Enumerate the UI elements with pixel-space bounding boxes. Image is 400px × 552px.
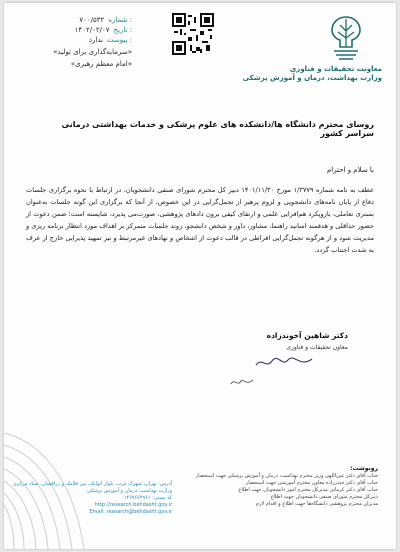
signature-scribble-icon [254, 355, 314, 371]
letter-page [4, 3, 396, 549]
footer-email[interactable]: Email: research@behdasht.gov.ir [89, 509, 172, 515]
org-line-1: معاونت تحقیقات و فناوری [289, 65, 382, 73]
letterhead [4, 3, 396, 83]
letter-date-row [12, 25, 132, 35]
letter-attachment-label: پیوست : [106, 36, 132, 44]
letter-greeting: با سلام و احترام [326, 166, 374, 174]
signatory-name: دکتر شاهین آخوندزاده [266, 331, 348, 340]
letter-attachment-value: ندارد [88, 36, 103, 44]
cc-line-3: جناب آقای دکتر کرمانی مدیرکل محترم امور دانشجویان جهت اطلاع [238, 487, 378, 493]
organization-name [222, 65, 382, 83]
org-line-2: وزارت بهداشت، درمان و آموزش پزشکی [242, 74, 382, 82]
letter-date-label: تاریخ : [113, 26, 132, 34]
footer-website[interactable]: http://research.behdasht.gov.ir [94, 502, 172, 508]
letter-number-label: شماره : [108, 16, 132, 24]
letter-footer [12, 481, 172, 516]
cc-line-4: دبیرکل محترم شورای صنفی دانشجویان جهت اطلاع [270, 494, 378, 500]
qr-code-icon [172, 13, 214, 55]
letter-attachment-row [12, 35, 132, 45]
cc-line-1: جناب آقای دکتر عین‌اللهی وزیر محترم بهداشت، درمان و آموزش پزشکی جهت استحضار [195, 473, 378, 479]
cc-list [158, 473, 378, 508]
signatory-role: معاون تحقیقات و فناوری [286, 344, 348, 351]
letter-number-value: ۷۰۰/۵۳۲ [79, 16, 105, 24]
ministry-logo-icon [322, 13, 370, 63]
letter-addressee: روسای محترم دانشگاه ها/دانشکده های علوم پزشکی و خدمات بهداشتی درمانی سراسر کشور [61, 120, 374, 138]
letter-body: عطف به نامه شماره ۱/۳۷۷۹ مورخ ۱۴۰۱/۱۱/۳۰ دبیر کل محترم شورای صنفی دانشجویان، در ارتباط با نحوه برگزاری جلسات دفاع از پایان نامه‌های دانشجویی و لزوم پرهیز از تجمل‌گرایی در این خصوص، از آنجا که برگزاری این گونه جلسات به‌عنوان بستری تعاملی، بازوپکرد هم‌افزایی علمی و ارتقای کیفی برون دادهای پژوهشی، صورت‌می پذیرد، شایسته است؛ ضمن دعوت از حضور حداقلی و هدفمند اساتید راهنما، مشاور، داور و شخص دانشجو، روند جلسات متمرکز بر اهداف مورد انتظار برنامه ریزی و مدیریت شود و از هرگونه تجمل‌گرایی افراطی در قالب دعوت از اشخاص و نهادهای غیرمرتبط و نیز تمهید پذیرایی خارج از عرف به شدت اجتناب گردد. [26, 186, 374, 254]
decorative-curves-icon [4, 403, 124, 549]
signature-block [267, 331, 348, 351]
footer-address: آدرس: تهران، شهرک غرب، بلوار ایوانک، بین فلامک و زرافشان، ستاد مرکزی وزارت بهداشت، درمان و آموزش پزشکی [13, 481, 172, 494]
cc-line-2: جناب آقای دکتر حیدرزاده معاون محترم آموزشی جهت استحضار [245, 480, 378, 486]
handwritten-initial-icon [228, 375, 256, 389]
letter-date-value: ۱۴۰۲/۰۲/۰۷ [74, 26, 110, 34]
footer-postal: کد پستی: ۱۴۶۷۶۶۴۹۶۱ [123, 495, 172, 501]
letter-number-row [12, 15, 132, 25]
cc-label: رونوشت: [350, 465, 378, 472]
motto-line-2: «امام معظم رهبری» [70, 60, 132, 68]
letter-metadata [12, 15, 132, 69]
motto-line-1: «سرمایه‌گذاری برای تولید» [53, 48, 132, 56]
cc-line-5: مدیران محترم پژوهشی دانشگاه‌ها جهت اطلاع و اقدام لازم [255, 501, 378, 507]
